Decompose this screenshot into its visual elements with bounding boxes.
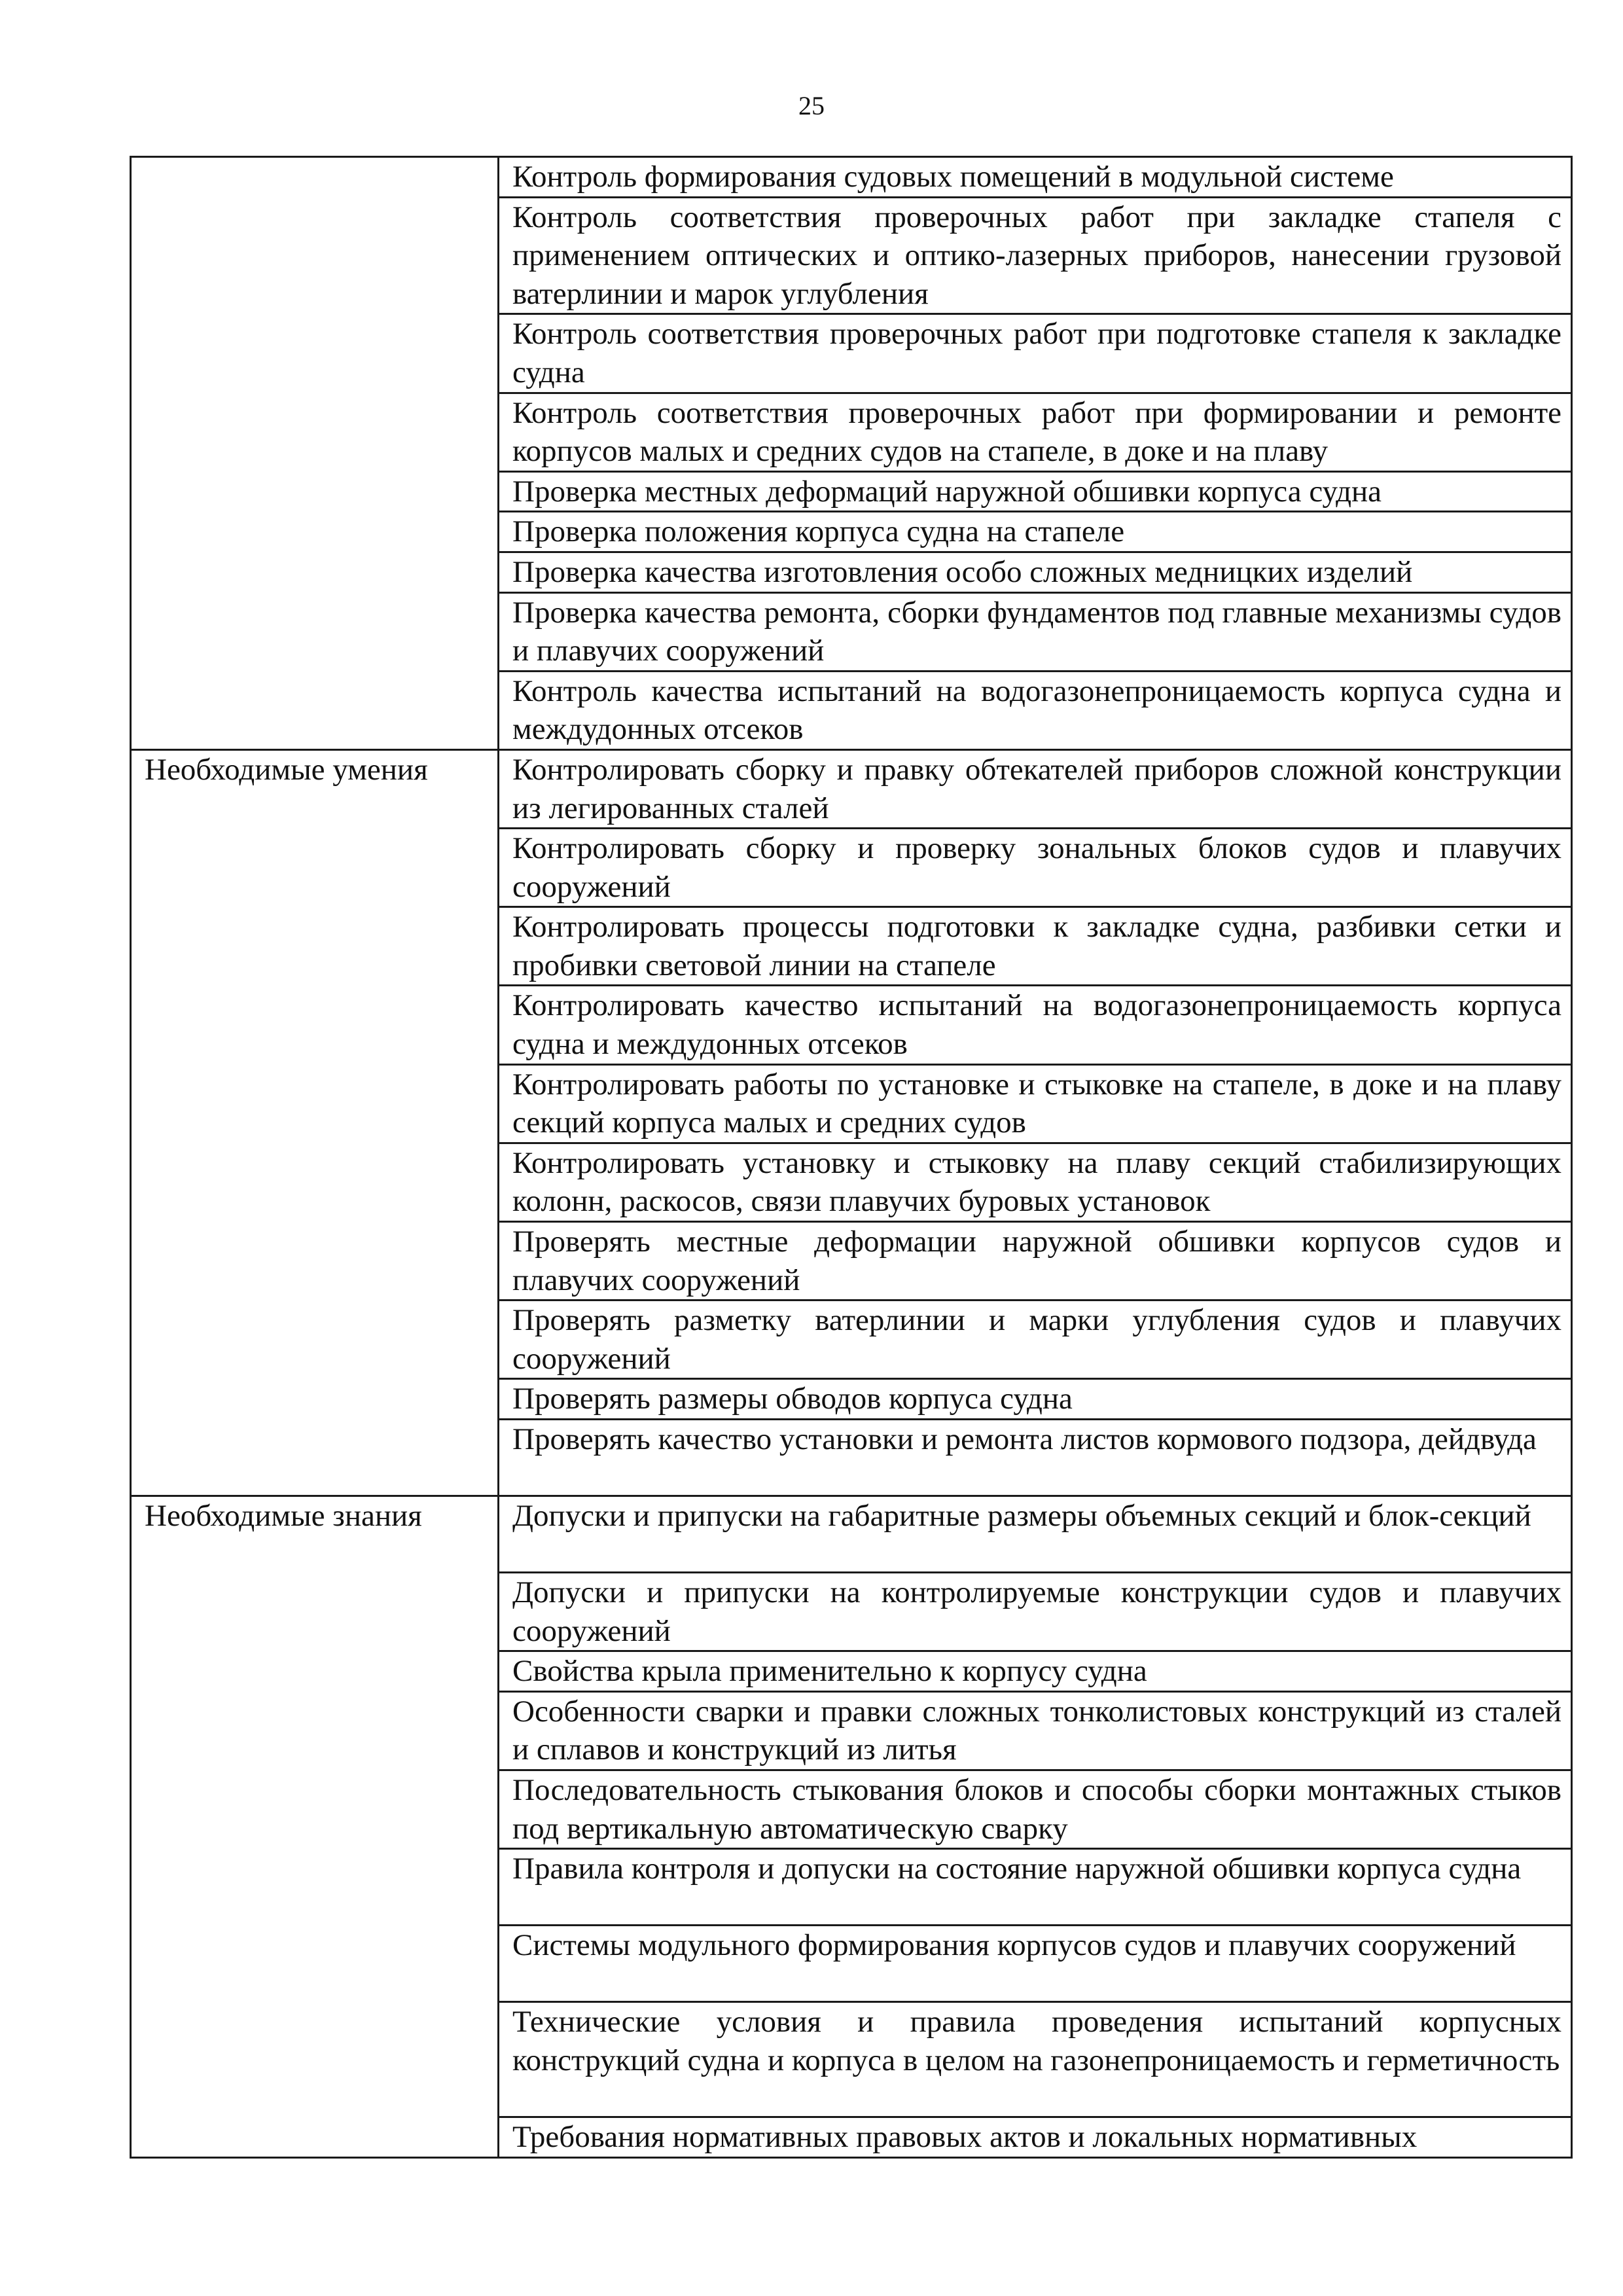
table-cell-item: Системы модульного формирования корпусов судов и плавучих сооружений	[499, 1926, 1572, 2002]
table-cell-item: Проверять местные деформации наружной обшивки корпусов судов и плавучих сооружений	[499, 1222, 1572, 1300]
table-cell-item: Проверять качество установки и ремонта листов кормового подзора, дейдвуда	[499, 1420, 1572, 1496]
table-cell-item: Контролировать процессы подготовки к закладке судна, разбивки сетки и пробивки световой линии на стапеле	[499, 907, 1572, 986]
table-cell-item: Проверка положения корпуса судна на стапеле	[499, 512, 1572, 552]
table-cell-item: Правила контроля и допуски на состояние наружной обшивки корпуса судна	[499, 1849, 1572, 1926]
table-cell-item: Проверять разметку ватерлинии и марки углубления судов и плавучих сооружений	[499, 1300, 1572, 1379]
table-cell-item: Допуски и припуски на габаритные размеры объемных секций и блок-секций	[499, 1496, 1572, 1573]
table-cell-item: Технические условия и правила проведения испытаний корпусных конструкций судна и корпуса в целом на газонепроницаемость и герметичность	[499, 2002, 1572, 2117]
section-label-skills: Необходимые умения	[131, 749, 499, 1496]
table-cell-item: Контролировать качество испытаний на водогазонепроницаемость корпуса судна и междудонных отсеков	[499, 986, 1572, 1064]
table-cell-item: Особенности сварки и правки сложных тонколистовых конструкций из сталей и сплавов и конструкций из литья	[499, 1691, 1572, 1770]
table-cell-item: Контроль соответствия проверочных работ при подготовке стапеля к закладке судна	[499, 314, 1572, 393]
table-cell-item-partial	[499, 2117, 1572, 2158]
table-cell-item: Проверять размеры обводов корпуса судна	[499, 1379, 1572, 1420]
page-number: 25	[798, 91, 825, 120]
table-cell-item: Свойства крыла применительно к корпусу судна	[499, 1651, 1572, 1692]
table-cell-item: Контроль формирования судовых помещений в модульной системе	[499, 157, 1572, 198]
section-label-knowledge: Необходимые знания	[131, 1496, 499, 2158]
table-cell-item: Проверка качества ремонта, сборки фундаментов под главные механизмы судов и плавучих сооружений	[499, 592, 1572, 671]
table-cell-item: Последовательность стыкования блоков и способы сборки монтажных стыков под вертикальную автоматическую сварку	[499, 1770, 1572, 1848]
table-cell-item: Контролировать работы по установке и стыковке на стапеле, в доке и на плаву секций корпуса малых и средних судов	[499, 1064, 1572, 1143]
table-cell-item: Проверка качества изготовления особо сложных медницких изделий	[499, 552, 1572, 592]
partial-item-text: Требования нормативных правовых актов и локальных нормативных	[512, 2120, 1418, 2155]
competency-table	[130, 156, 1573, 2159]
table-cell-item: Контролировать установку и стыковку на плаву секций стабилизирующих колонн, раскосов, связи плавучих буровых установок	[499, 1143, 1572, 1221]
table-cell-item: Контролировать сборку и правку обтекателей приборов сложной конструкции из легированных сталей	[499, 749, 1572, 828]
section-label-empty	[131, 157, 499, 750]
table-cell-item: Контроль соответствия проверочных работ при формировании и ремонте корпусов малых и средних судов на стапеле, в доке и на плаву	[499, 393, 1572, 471]
table-row	[131, 749, 1572, 828]
table-cell-item: Контролировать сборку и проверку зональных блоков судов и плавучих сооружений	[499, 829, 1572, 907]
table-cell-item: Допуски и припуски на контролируемые конструкции судов и плавучих сооружений	[499, 1573, 1572, 1651]
table-row	[131, 157, 1572, 198]
table-cell-item: Контроль качества испытаний на водогазонепроницаемость корпуса судна и междудонных отсеков	[499, 671, 1572, 749]
table-cell-item: Проверка местных деформаций наружной обшивки корпуса судна	[499, 471, 1572, 512]
table-row	[131, 1496, 1572, 1573]
table-cell-item: Контроль соответствия проверочных работ при закладке стапеля с применением оптических и оптико-лазерных приборов, нанесении грузовой ватерлинии и марок углубления	[499, 197, 1572, 314]
